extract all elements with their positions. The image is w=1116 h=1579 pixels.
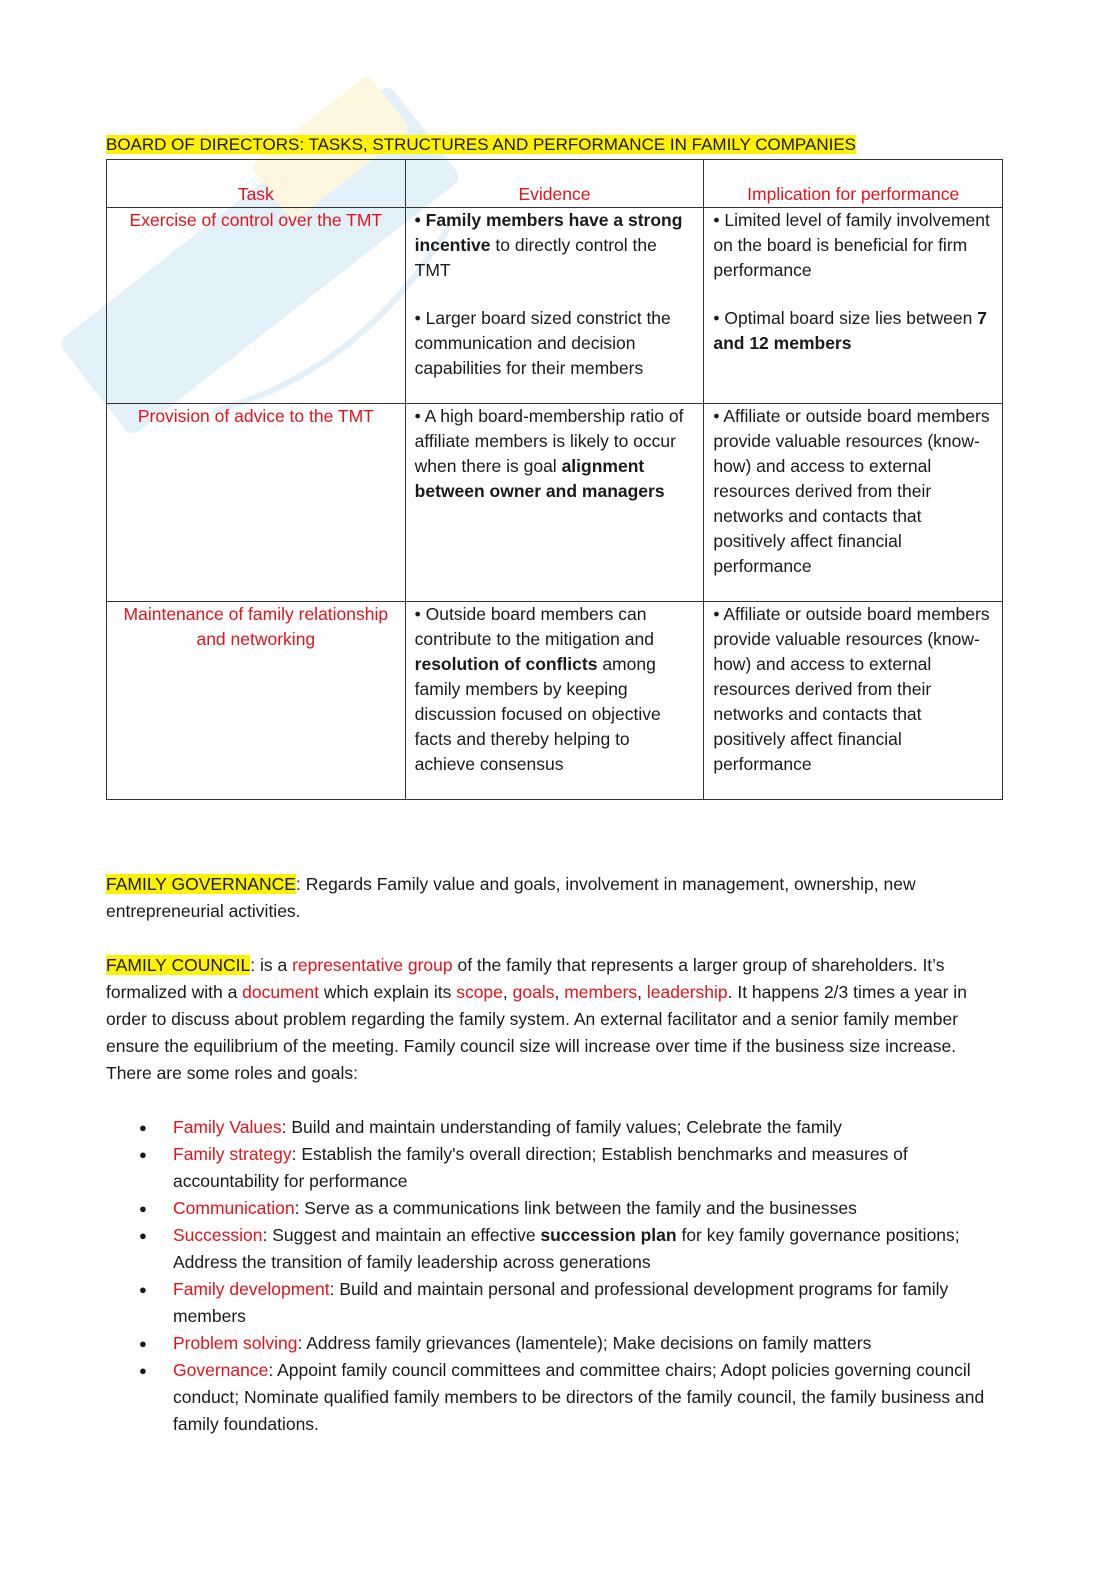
board-table	[106, 159, 1003, 800]
list-item: ● Communication: Serve as a communications link between the family and the businesses	[106, 1195, 1006, 1222]
list-item: ● Family Values: Build and maintain understanding of family values; Celebrate the family	[106, 1114, 1006, 1141]
table-header-row	[107, 160, 1003, 208]
list-item: ● Governance: Appoint family council committees and committee chairs; Adopt policies governing council conduct; Nominate qualified family members to be directors of the family council, the family business and family foundations.	[106, 1357, 1006, 1438]
row-evidence: • A high board-membership ratio of affiliate members is likely to occur when there is goal alignment between owner and managers	[405, 404, 704, 602]
table-row	[107, 208, 1003, 404]
row-task: Exercise of control over the TMT	[107, 208, 406, 404]
row-evidence: • Outside board members can contribute to the mitigation and resolution of conflicts among family members by keeping discussion focused on objective facts and thereby helping to achieve consensus	[405, 602, 704, 800]
list-item: ● Family development: Build and maintain personal and professional development programs for family members	[106, 1276, 1006, 1330]
family-council-label: FAMILY COUNCIL	[106, 955, 251, 975]
row-implication: • Affiliate or outside board members provide valuable resources (know-how) and access to external resources derived from their networks and contacts that positively affect financial performance	[704, 404, 1003, 602]
header-task: Task	[107, 160, 406, 208]
roles-intro: There are some roles and goals:	[106, 1063, 358, 1083]
row-evidence: • Family members have a strong incentive to directly control the TMT • Larger board sized constrict the communication and decision capabilities for their members	[405, 208, 704, 404]
family-council-paragraph: FAMILY COUNCIL: is a representative group of the family that represents a larger group of shareholders. It’s formalized with a document which explain its scope, goals, members, leadership. It happens 2/3 times a year in order to discuss about problem regarding the family system. An external facilitator and a senior family member ensure the equilibrium of the meeting. Family council size will increase over time if the business size increase. There are some roles and goals:	[106, 952, 1006, 1087]
list-item: ● Succession: Suggest and maintain an effective succession plan for key family governance positions; Address the transition of family leadership across generations	[106, 1222, 1006, 1276]
page-title: BOARD OF DIRECTORS: TASKS, STRUCTURES AND PERFORMANCE IN FAMILY COMPANIES	[106, 135, 857, 154]
list-item: ● Problem solving: Address family grievances (lamentele); Make decisions on family matters	[106, 1330, 1006, 1357]
table-row	[107, 404, 1003, 602]
header-evidence: Evidence	[405, 160, 704, 208]
family-governance-label: FAMILY GOVERNANCE	[106, 874, 296, 894]
roles-list	[106, 1114, 1006, 1438]
row-implication: • Limited level of family involvement on the board is beneficial for firm performance • Optimal board size lies between 7 and 12 members	[704, 208, 1003, 404]
family-governance-paragraph: FAMILY GOVERNANCE: Regards Family value and goals, involvement in management, ownership, new entrepreneurial activities.	[106, 874, 916, 921]
table-row	[107, 602, 1003, 800]
row-task: Maintenance of family relationship and networking	[107, 602, 406, 800]
row-implication: • Affiliate or outside board members provide valuable resources (know-how) and access to external resources derived from their networks and contacts that positively affect financial performance	[704, 602, 1003, 800]
list-item: ● Family strategy: Establish the family's overall direction; Establish benchmarks and measures of accountability for performance	[106, 1141, 1006, 1195]
row-task: Provision of advice to the TMT	[107, 404, 406, 602]
header-implication: Implication for performance	[704, 160, 1003, 208]
